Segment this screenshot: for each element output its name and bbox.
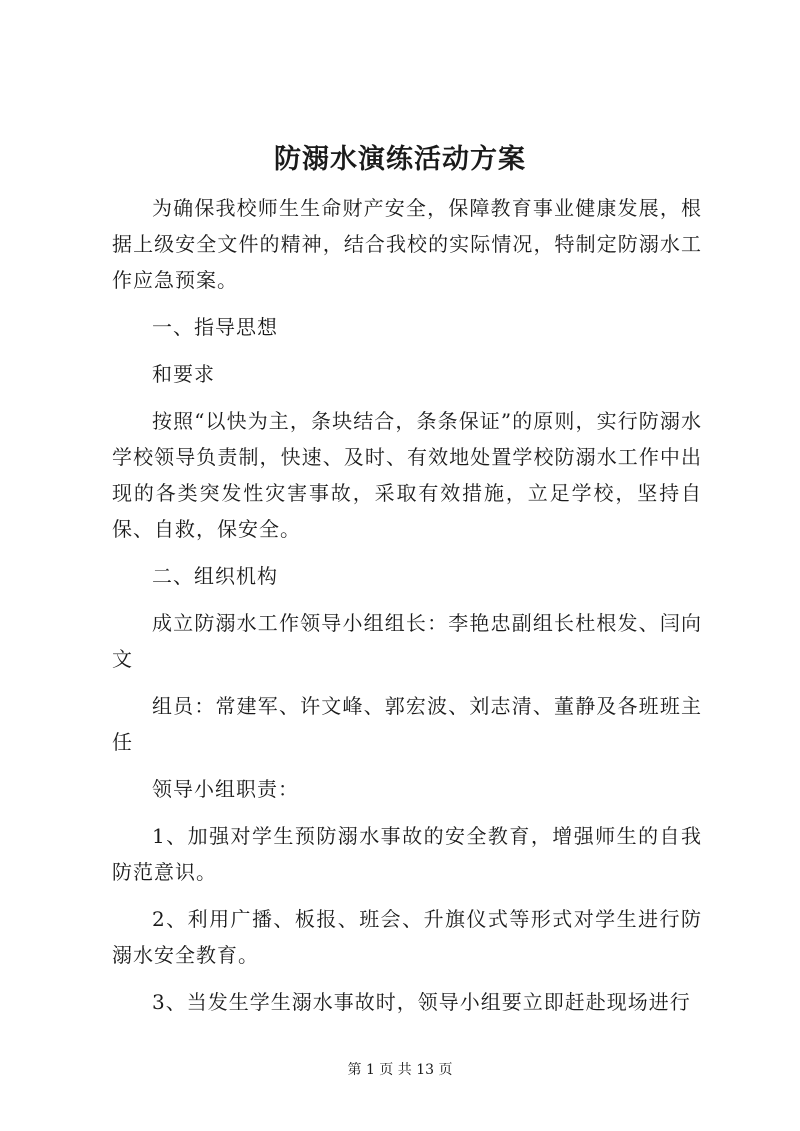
section-heading: 二、组织机构	[152, 564, 278, 588]
section-heading: 一、指导思想	[152, 315, 278, 339]
paragraph: 成立防溺水工作领导小组组长：李艳忠副组长杜根发、闫向文	[112, 611, 702, 671]
list-item: 3、当发生学生溺水事故时，领导小组要立即赶赴现场进行	[152, 990, 691, 1014]
paragraph: 组员：常建军、许文峰、郭宏波、刘志清、董静及各班班主任	[112, 694, 702, 754]
document-title: 防溺水演练活动方案	[274, 144, 526, 175]
paragraph: 领导小组职责：	[152, 777, 299, 801]
paragraph: 为确保我校师生生命财产安全，保障教育事业健康发展，根据上级安全文件的精神，结合我校的实际情况，特制定防溺水工作应急预案。	[112, 196, 702, 292]
document-body	[112, 190, 702, 1031]
paragraph: 和要求	[152, 362, 215, 386]
page-footer: 第 1 页 共 13 页	[347, 1062, 453, 1078]
paragraph: 按照“以快为主，条块结合，条条保证”的原则，实行防溺水学校领导负责制，快速、及时、有效地处置学校防溺水工作中出现的各类突发性灾害事故，采取有效措施，立足学校，坚持自保、自救，保安全。	[112, 409, 702, 541]
list-item: 1、加强对学生预防溺水事故的安全教育，增强师生的自我防范意识。	[112, 824, 702, 884]
list-item: 2、利用广播、板报、班会、升旗仪式等形式对学生进行防溺水安全教育。	[112, 907, 702, 967]
